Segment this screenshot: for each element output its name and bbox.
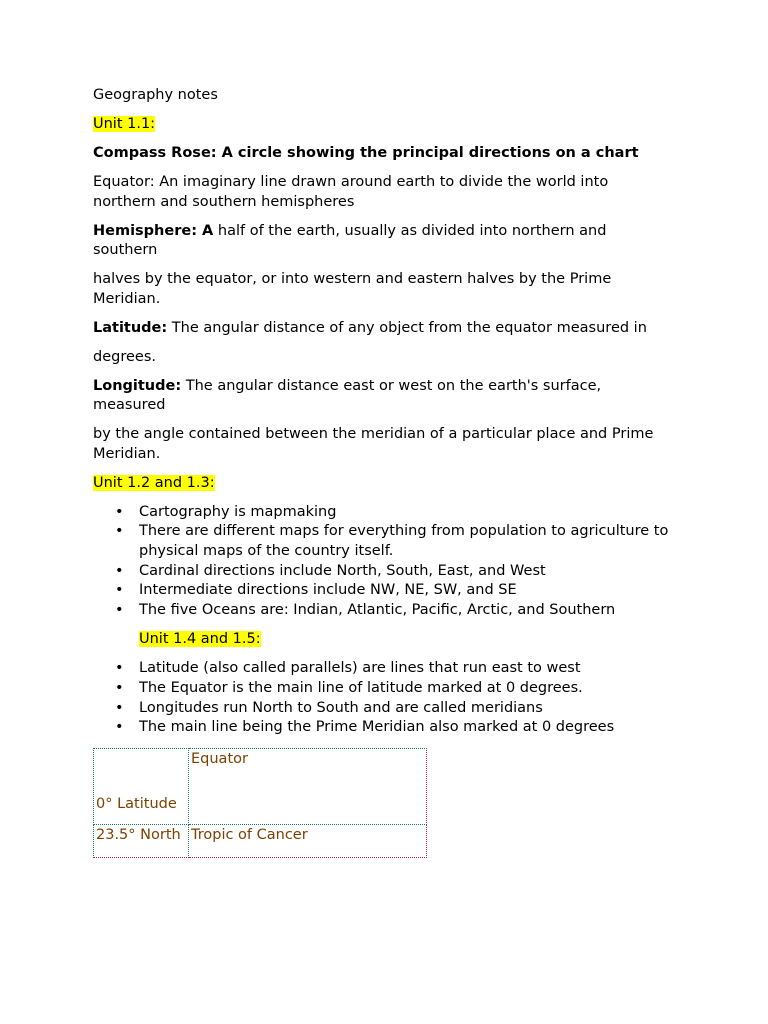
hemisphere-text: half of the earth, usually as divided into northern and southern [93,222,607,258]
latitude-table [93,748,427,858]
list-item: • Longitudes run North to South and are called meridians [139,699,673,719]
bullet-list-units-1-4 [93,659,673,738]
unit-heading [93,474,673,494]
list-item: • Intermediate directions include NW, NE, SW, and SE [139,581,673,601]
latitude-definition [93,319,673,339]
table-row [94,748,427,824]
list-item: • Cartography is mapmaking [139,503,673,523]
latitude-term: Latitude: [93,319,168,336]
latitude-text: The angular distance of any object from the equator measured in [167,319,647,336]
compass-rose-definition [93,144,673,164]
unit-heading [93,630,673,650]
compass-rose-term: Compass Rose: A circle showing the principal directions on a chart [93,145,639,161]
list-item: • The Equator is the main line of latitude marked at 0 degrees. [139,679,673,699]
document-title: Geography notes [93,87,218,103]
hemisphere-continued: halves by the equator, or into western and eastern halves by the Prime Meridian. [93,271,612,307]
list-item: • There are different maps for everything from population to agriculture to physical maps of the country itself. [139,522,673,561]
list-item: • Latitude (also called parallels) are lines that run east to west [139,659,673,679]
longitude-text: The angular distance east or west on the earth's surface, measured [93,377,602,413]
document-body [93,86,673,858]
table-cell-latitude: 0° Latitude [94,748,189,824]
unit-1-2-heading: Unit 1.2 and 1.3: [93,474,215,491]
unit-1-1-heading: Unit 1.1: [93,116,156,132]
longitude-definition [93,377,673,416]
equator-definition: Equator: An imaginary line drawn around earth to divide the world into northern and southern hemispheres [93,174,609,210]
unit-heading [93,115,673,135]
bullet-list-units-1-2 [93,503,673,621]
longitude-continued: by the angle contained between the meridian of a particular place and Prime Meridian. [93,426,654,462]
table-cell-name: Equator [189,748,427,824]
list-item: • Cardinal directions include North, South, East, and West [139,562,673,582]
unit-1-4-heading: Unit 1.4 and 1.5: [139,631,261,648]
table-row [94,824,427,857]
table-cell-latitude: 23.5° North [94,824,189,857]
longitude-term: Longitude: [93,377,182,394]
hemisphere-definition [93,222,673,261]
list-item: • The main line being the Prime Meridian also marked at 0 degrees [139,718,673,738]
list-item: • The five Oceans are: Indian, Atlantic, Pacific, Arctic, and Southern [139,601,673,621]
hemisphere-term: Hemisphere: A [93,222,214,239]
table-cell-name: Tropic of Cancer [189,824,427,857]
latitude-continued: degrees. [93,348,156,365]
